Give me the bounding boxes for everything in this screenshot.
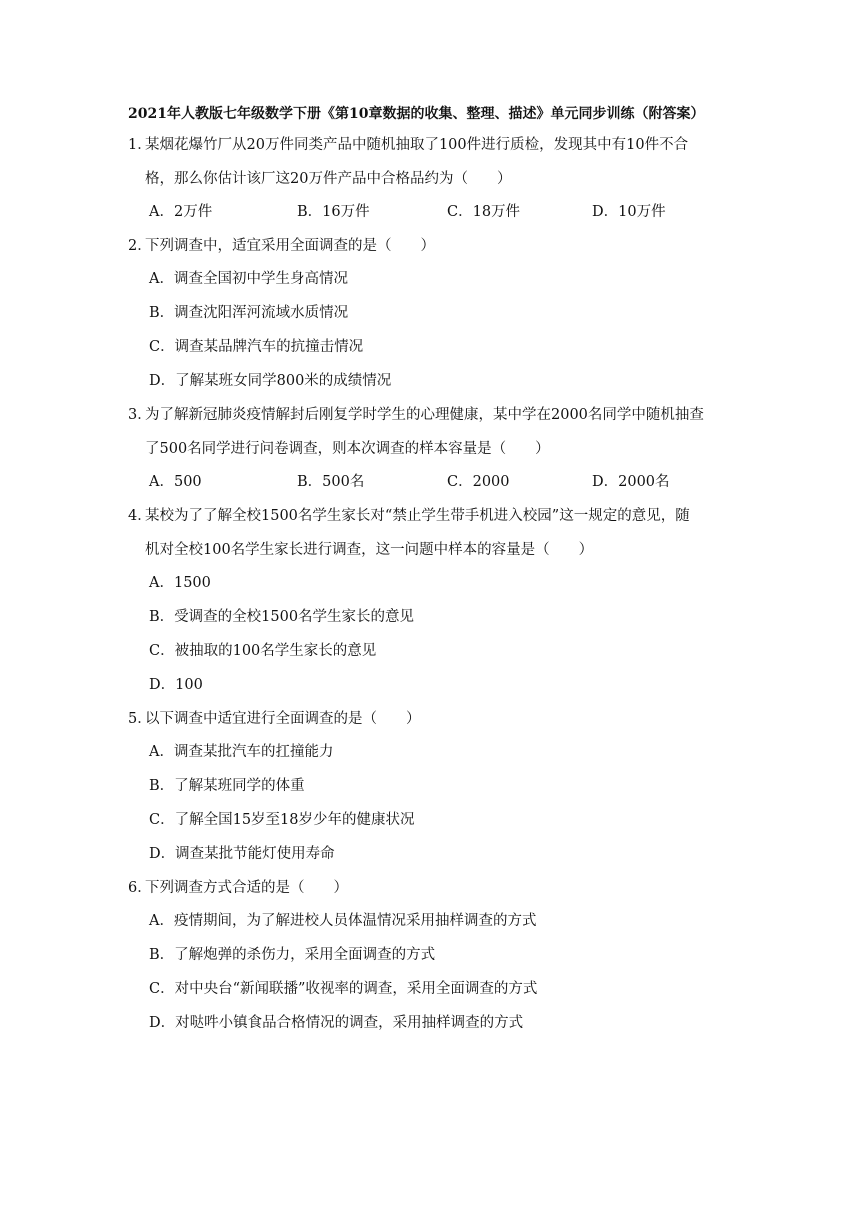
question-4-option-c: C．被抽取的100名学生家长的意见 [149,643,377,659]
option-d: D．10万件 [592,204,666,220]
question-4 [128,499,738,567]
question-text-line-1: 下列调查方式合适的是（ ） [145,880,348,896]
question-6-option-a: A．疫情期间，为了解进校人员体温情况采用抽样调查的方式 [149,913,537,929]
question-4-option-b: B．受调查的全校1500名学生家长的意见 [149,609,415,625]
question-text-line-1: 下列调查中，适宜采用全面调查的是（ ） [145,238,435,254]
option-d: D．2000名 [592,474,670,490]
question-text-line-1: 以下调查中适宜进行全面调查的是（ ） [145,711,421,727]
option-a: A．2万件 [149,204,213,220]
question-2-option-c: C．调查某品牌汽车的抗撞击情况 [149,339,364,355]
question-2-option-a: A．调查全国初中学生身高情况 [149,271,348,287]
question-5-option-c: C．了解全国15岁至18岁少年的健康状况 [149,812,415,828]
question-6-option-c: C．对中央台“新闻联播”收视率的调查，采用全面调查的方式 [149,981,538,997]
question-number: 2． [128,238,152,254]
option-a: A．500 [149,474,202,490]
question-2-option-b: B．调查沈阳浑河流域水质情况 [149,305,349,321]
document-title: 2021年人教版七年级数学下册《第10章数据的收集、整理、描述》单元同步训练（附答案） [128,106,705,122]
question-text-line-1: 为了解新冠肺炎疫情解封后刚复学时学生的心理健康，某中学在2000名同学中随机抽查 [145,407,704,423]
question-5-option-d: D．调查某批节能灯使用寿命 [149,846,335,862]
question-5 [128,702,738,736]
question-6-option-d: D．对哒吽小镇食品合格情况的调查，采用抽样调查的方式 [149,1015,524,1031]
question-number: 5． [128,711,152,727]
option-c: C．2000 [447,474,510,490]
option-b: B．16万件 [297,204,370,220]
question-number: 3． [128,407,152,423]
question-text-line-2: 格，那么你估计该厂这20万件产品中合格品约为（ ） [145,171,512,187]
question-6 [128,871,738,905]
question-number: 4． [128,508,152,524]
question-number: 6． [128,880,152,896]
question-4-option-d: D．100 [149,677,203,693]
question-4-option-a: A．1500 [149,575,211,591]
question-2 [128,229,738,263]
question-text-line-1: 某校为了了解全校1500名学生家长对“禁止学生带手机进入校园”这一规定的意见，随 [145,508,690,524]
question-text-line-1: 某烟花爆竹厂从20万件同类产品中随机抽取了100件进行质检，发现其中有10件不合 [145,137,689,153]
question-number: 1． [128,137,152,153]
question-5-option-b: B．了解某班同学的体重 [149,778,305,794]
question-text-line-2: 机对全校100名学生家长进行调查，这一问题中样本的容量是（ ） [145,542,594,558]
option-b: B．500名 [297,474,365,490]
question-5-option-a: A．调查某批汽车的扛撞能力 [149,744,334,760]
question-3 [128,398,738,466]
option-c: C．18万件 [447,204,521,220]
question-6-option-b: B．了解炮弹的杀伤力，采用全面调查的方式 [149,947,436,963]
question-text-line-2: 了500名同学进行问卷调查，则本次调查的样本容量是（ ） [145,441,550,457]
question-2-option-d: D．了解某班女同学800米的成绩情况 [149,373,392,389]
question-1 [128,128,738,196]
